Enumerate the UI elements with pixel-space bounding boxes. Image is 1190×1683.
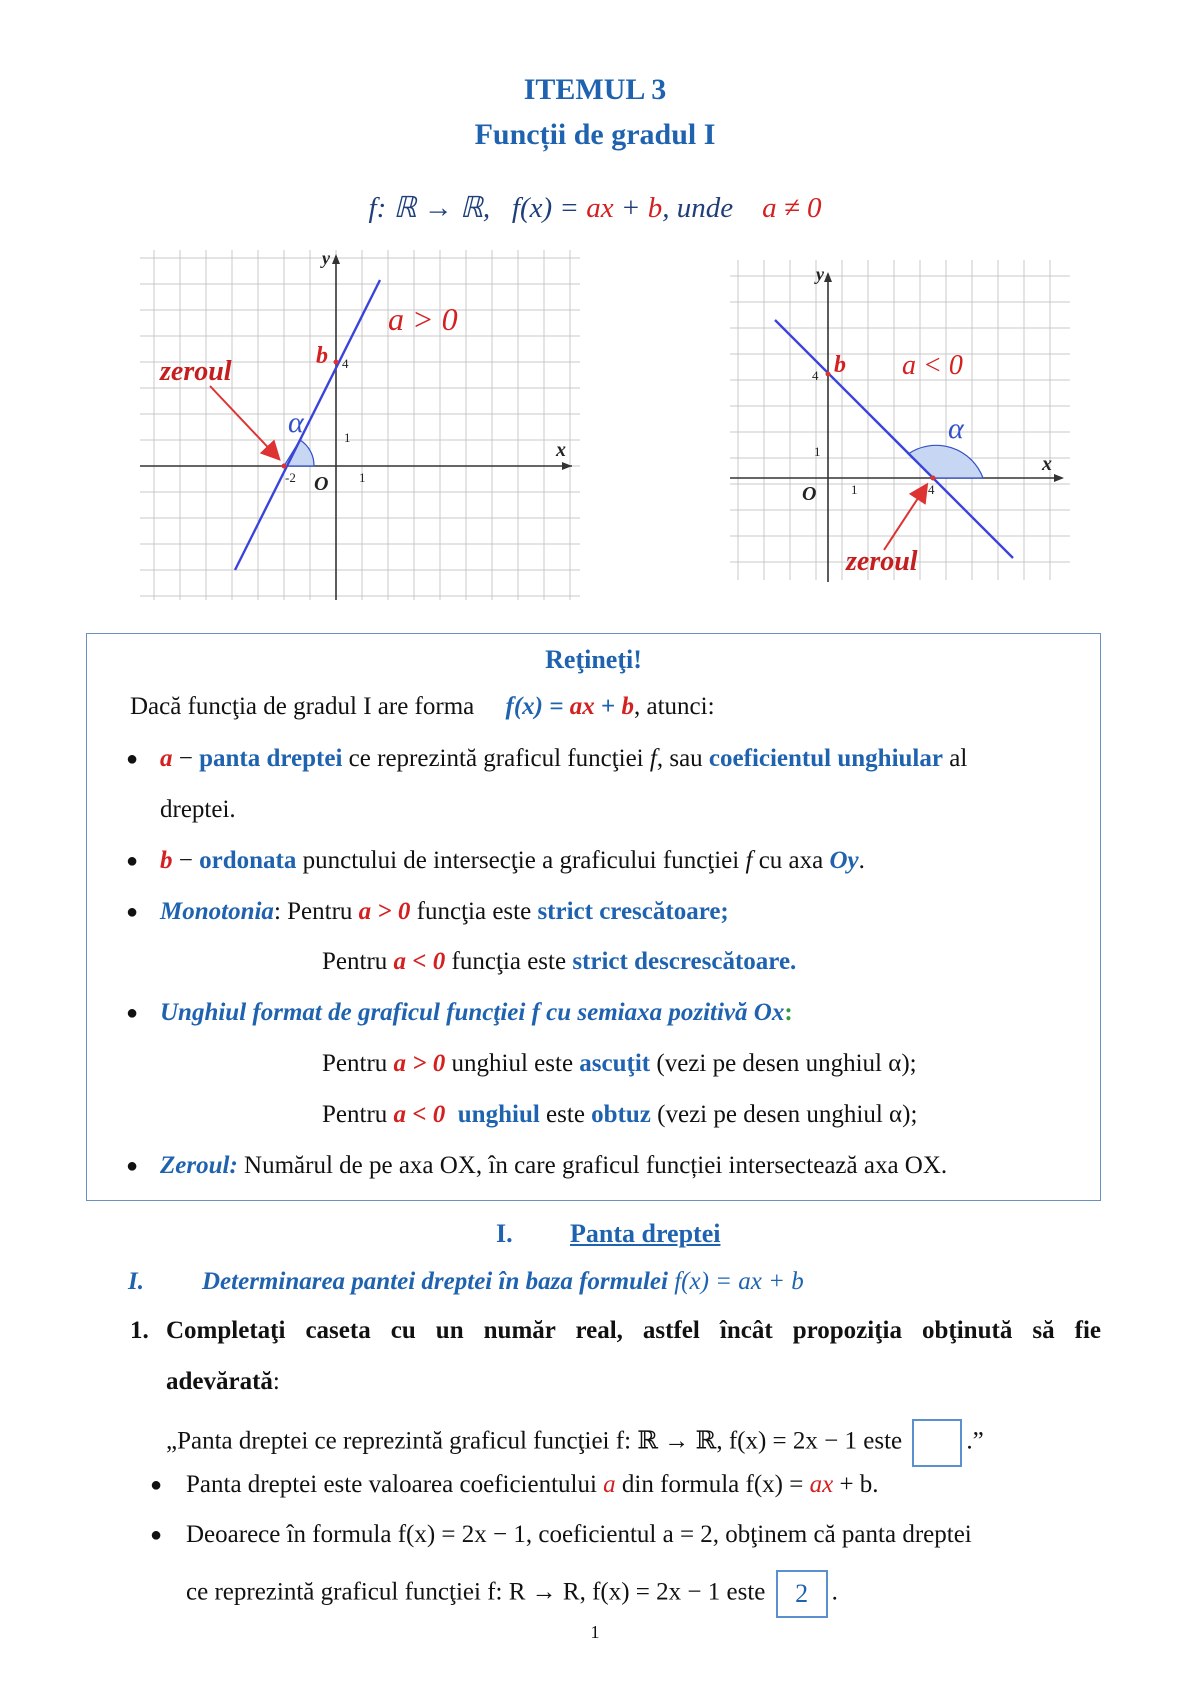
def-b: b — [647, 192, 663, 224]
b1-var: a — [160, 745, 173, 772]
label-cond-left: a > 0 — [388, 301, 458, 337]
function-line-left — [235, 280, 380, 570]
b3-colon: : Pentru — [273, 898, 359, 925]
b1-sau: , sau — [656, 745, 709, 772]
quote-text: „Panta dreptei ce reprezintă graficul funcţiei f: ℝ → ℝ, f(x) = 2x − 1 este — [166, 1427, 903, 1455]
label-zero-right: zeroul — [846, 546, 918, 577]
b4-res2a: unghiul — [457, 1101, 540, 1128]
sol1-c: + b. — [833, 1471, 879, 1498]
page-subtitle: Funcții de gradul I — [474, 118, 716, 151]
tick-4x-right: 4 — [928, 482, 935, 497]
bullet-ordonata — [126, 846, 865, 876]
b2-oy: Oy — [829, 847, 859, 874]
bullet-panta — [126, 744, 968, 774]
intro-ax: ax — [569, 693, 595, 720]
b4-pentru1: Pentru — [322, 1050, 394, 1077]
solution-line-2 — [150, 1520, 972, 1550]
b2-mid: punctului de intersecţie a graficului funcţiei — [296, 847, 746, 874]
bullet-dot-icon: ● — [126, 1155, 139, 1177]
tick-1x-left: 1 — [359, 470, 366, 485]
def-unde: , unde — [662, 192, 734, 224]
bullet-dot-icon: ● — [126, 901, 139, 923]
subsection-title-text: Determinarea pantei dreptei în baza formulei — [202, 1268, 668, 1295]
bullet-dot-icon: ● — [126, 1002, 139, 1024]
label-alpha-right: α — [948, 412, 964, 445]
sol1-ax: ax — [809, 1471, 834, 1498]
zero-arrow-left — [210, 386, 278, 458]
b5-term: Zeroul: — [160, 1152, 238, 1179]
statement-cont: adevărată — [166, 1368, 273, 1395]
b4-mid1: unghiul este — [445, 1050, 580, 1077]
tick-4-left: 4 — [342, 356, 349, 371]
exercise-quote — [166, 1419, 984, 1467]
intro-end: , atunci: — [634, 693, 715, 720]
b2-end: . — [858, 847, 865, 874]
y-axis-arrow-left — [332, 254, 340, 264]
b3-term: Monotonia — [160, 898, 274, 925]
tick-1y-left: 1 — [344, 430, 351, 445]
label-cond-right: a < 0 — [902, 350, 963, 381]
intro-b: b — [621, 693, 634, 720]
b4-end1: (vezi pe desen unghiul α); — [650, 1050, 917, 1077]
b3-cond2: a < 0 — [393, 948, 446, 975]
sol1-b: din formula f(x) = — [615, 1471, 810, 1498]
subsection-number: I. — [128, 1268, 144, 1295]
tick-1y-right: 1 — [814, 444, 821, 459]
graph-negative-slope — [730, 260, 1070, 585]
b-point-left — [334, 360, 339, 365]
grid-right — [730, 260, 1070, 580]
exercise-number: 1. — [130, 1317, 149, 1344]
def-condition: a ≠ 0 — [762, 192, 822, 224]
solution-line-1 — [150, 1470, 879, 1500]
label-y-left: y — [322, 250, 330, 268]
b4-f: f — [531, 999, 540, 1026]
b4-term: Unghiul format de graficul funcţiei — [160, 999, 532, 1026]
label-origin-right: O — [802, 483, 817, 505]
b2-term: ordonata — [199, 847, 297, 874]
exercise-statement-cont — [166, 1368, 280, 1396]
b4-end2: (vezi pe desen unghiul α); — [650, 1101, 918, 1128]
b4-res2b: obtuz — [591, 1101, 651, 1128]
b1-f: f — [649, 745, 657, 772]
answer-value-box: 2 — [776, 1570, 828, 1618]
label-x-left: x — [556, 439, 566, 461]
exercise-statement: Completaţi caseta cu un număr real, astfel încât propoziţia obţinută să fie — [166, 1317, 1101, 1344]
b4-line-acute — [322, 1049, 917, 1079]
b3-second-line — [322, 947, 796, 977]
b5-text: Numărul de pe axa OX, în care graficul funcției intersectează axa OX. — [237, 1152, 948, 1179]
grid-left — [140, 250, 580, 600]
b2-axa: cu axa — [752, 847, 830, 874]
b2-var: b — [160, 847, 173, 874]
quote-end: .” — [966, 1427, 984, 1455]
bullet-zeroul — [126, 1151, 948, 1181]
b4-cond2: a < 0 — [393, 1101, 446, 1128]
bullet-dot-icon: ● — [126, 850, 139, 872]
b-point-right — [826, 372, 831, 377]
b1-continuation: dreptei. — [160, 796, 236, 823]
subsection-formula: f(x) = ax + b — [674, 1268, 804, 1295]
b3-res2: strict descrescătoare. — [572, 948, 797, 975]
def-domain: f: ℝ → ℝ, — [368, 192, 491, 224]
sol1-var: a — [603, 1471, 616, 1498]
subsection-title — [202, 1268, 804, 1296]
b4-colon: : — [784, 999, 793, 1026]
answer-input-box[interactable] — [912, 1419, 962, 1467]
bullet-dot-icon: ● — [126, 748, 139, 770]
b2-dash: − — [172, 847, 200, 874]
function-definition — [0, 190, 1190, 225]
graph-positive-slope — [140, 250, 580, 605]
intro-f: f(x) = — [505, 693, 570, 720]
b1-term: panta dreptei — [199, 745, 343, 772]
b3-res1: strict crescătoare; — [537, 898, 729, 925]
label-alpha-left: α — [288, 406, 304, 439]
b3-cond1: a > 0 — [358, 898, 411, 925]
def-a: ax — [586, 192, 614, 224]
b4-mid2: este — [539, 1101, 592, 1128]
label-origin-left: O — [314, 473, 329, 495]
b1-mid: ce reprezintă graficul funcţiei — [342, 745, 650, 772]
b4-pentru2: Pentru — [322, 1101, 394, 1128]
retineti-intro — [130, 692, 715, 722]
b4-cond1: a > 0 — [393, 1050, 446, 1077]
b3-pentru2: Pentru — [322, 948, 394, 975]
intro-plus: + — [594, 693, 622, 720]
b4-res1: ascuţit — [579, 1050, 651, 1077]
b4-mid: cu semiaxa pozitivă — [539, 999, 754, 1026]
b1-term2: coeficientul unghiular — [708, 745, 943, 772]
bullet-dot-icon: ● — [150, 1474, 163, 1496]
bullet-unghiul — [126, 998, 793, 1028]
tick-4y-right: 4 — [812, 368, 819, 383]
bullet-dot-icon: ● — [150, 1524, 163, 1546]
zero-point-left — [282, 464, 287, 469]
label-x-right: x — [1042, 453, 1052, 475]
zero-point-right — [931, 476, 936, 481]
tick-m2-left: -2 — [285, 470, 296, 485]
y-axis-arrow-right — [824, 272, 832, 282]
b1-dash: − — [172, 745, 200, 772]
label-b-right: b — [834, 352, 846, 378]
label-y-right: y — [816, 264, 824, 284]
solution-line-3 — [186, 1570, 838, 1618]
b4-line-obtuse — [322, 1100, 917, 1130]
b1-al: al — [942, 745, 968, 772]
page-number: 1 — [590, 1622, 600, 1642]
sol2-line1: Deoarece în formula f(x) = 2x − 1, coeficientul a = 2, obţinem că panta dreptei — [186, 1521, 972, 1548]
def-func: f(x) = — [511, 192, 587, 224]
statement-colon: : — [272, 1368, 280, 1395]
b3-mid1: funcţia este — [410, 898, 538, 925]
retineti-heading: Reţineţi! — [545, 645, 642, 674]
sol2-end: . — [831, 1578, 838, 1606]
sol1-a: Panta dreptei este valoarea coeficientului — [186, 1471, 604, 1498]
label-b-left: b — [316, 343, 328, 369]
tick-1x-right: 1 — [851, 482, 858, 497]
b4-ox: Ox — [753, 999, 785, 1026]
label-zero-left: zeroul — [160, 356, 232, 387]
x-axis-arrow-right — [1054, 474, 1064, 482]
intro-text: Dacă funcţia de gradul I are forma — [130, 693, 475, 720]
sol2-line2: ce reprezintă graficul funcţiei f: R → R, f(x) = 2x − 1 este — [186, 1578, 766, 1606]
def-plus: + — [613, 192, 648, 224]
b2-f: f — [745, 847, 753, 874]
page-title: ITEMUL 3 — [523, 73, 667, 106]
section-number: I. — [496, 1219, 513, 1248]
section-title: Panta dreptei — [570, 1219, 721, 1248]
b3-mid2: funcţia este — [445, 948, 573, 975]
bullet-monotonia — [126, 897, 729, 927]
